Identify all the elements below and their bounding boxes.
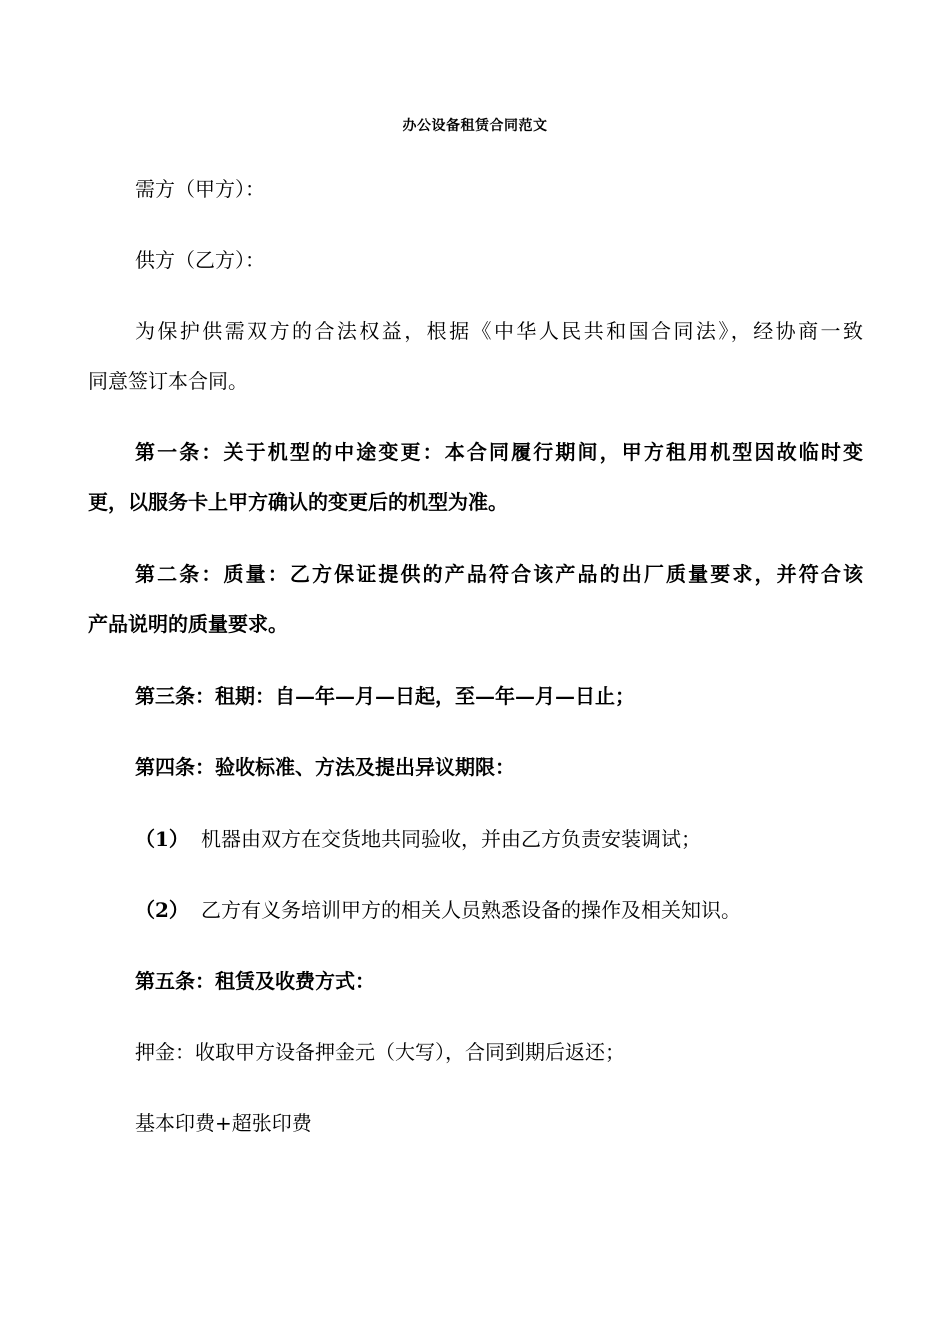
article-4-heading: 第四条：验收标准、方法及提出异议期限： [135,755,515,779]
deposit-clause: 押金：收取甲方设备押金元（大写），合同到期后返还； [135,1040,625,1064]
party-a-label: 需方（甲方）： [135,177,265,201]
preamble-line-1: 为保护供需双方的合法权益，根据《中华人民共和国合同法》，经协商一致 [135,319,863,343]
fee-clause: 基本印费+超张印费 [135,1111,312,1135]
article-2-line-1: 第二条：质量：乙方保证提供的产品符合该产品的出厂质量要求，并符合该 [135,562,863,586]
article-1-line-1: 第一条：关于机型的中途变更：本合同履行期间，甲方租用机型因故临时变 [135,440,863,464]
article-3: 第三条：租期：自—年—月—日起，至—年—月—日止； [135,684,635,708]
article-4-item-1 [135,824,701,854]
document-title: 办公设备租赁合同范文 [402,118,548,134]
article-2-line-2: 产品说明的质量要求。 [88,612,288,636]
party-b-label: 供方（乙方）： [135,248,265,272]
article-5-heading: 第五条：租赁及收费方式： [135,969,375,993]
item-text: 乙方有义务培训甲方的相关人员熟悉设备的操作及相关知识。 [201,898,741,922]
item-number: （2） [135,898,189,922]
article-1-line-2: 更，以服务卡上甲方确认的变更后的机型为准。 [88,490,508,514]
article-4-item-2 [135,895,741,925]
preamble-line-2: 同意签订本合同。 [88,369,248,393]
item-number: （1） [135,827,189,851]
item-text: 机器由双方在交货地共同验收，并由乙方负责安装调试； [201,827,701,851]
